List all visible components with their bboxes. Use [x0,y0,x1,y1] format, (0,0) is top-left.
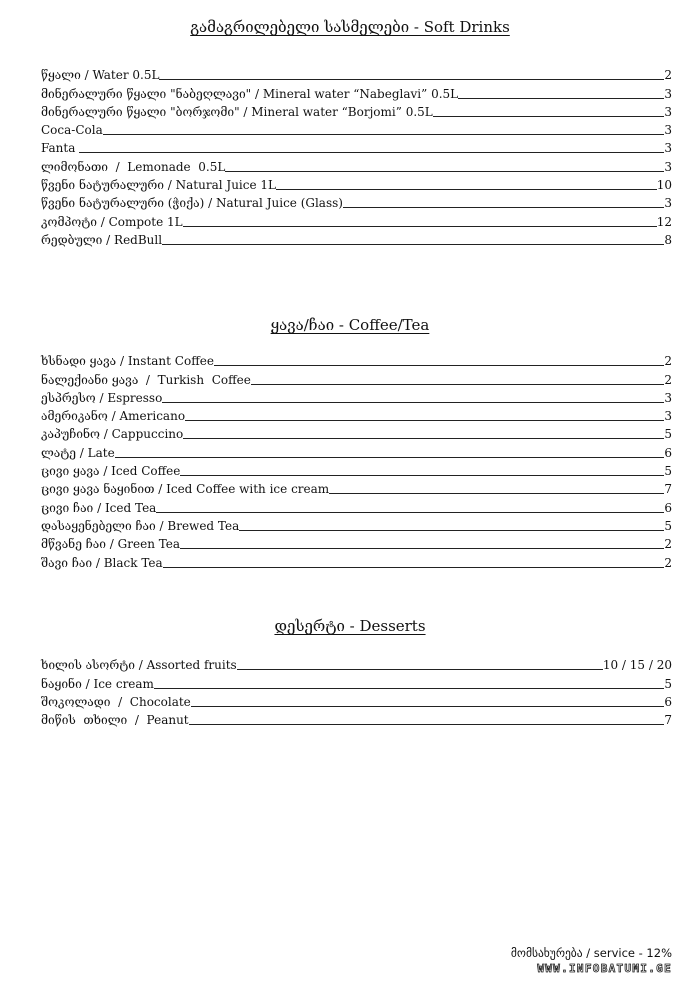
dotted-leader [103,134,665,135]
item-price: 5 [664,518,672,533]
menu-item-water [41,64,672,82]
menu-list-desserts [41,654,672,727]
menu-item-assorted-fruits [41,654,672,672]
item-price: 3 [664,123,672,138]
item-name: შავი ჩაი / Black Tea [41,555,163,570]
menu-item-turkish-coffee [41,368,672,386]
menu-item-americano [41,405,672,423]
menu-item-brewed-tea [41,515,672,533]
item-price: 3 [664,141,672,156]
item-name: წვენი ნატურალური (ჭიქა) / Natural Juice (Glass) [41,196,343,211]
item-price: 2 [664,68,672,83]
menu-item-compote [41,210,672,228]
item-price: 2 [664,537,672,552]
menu-item-peanut [41,709,672,727]
dotted-leader [159,79,664,80]
item-name: მინერალური წყალი "ბორჯომი" / Mineral water “Borjomi” 0.5L [41,104,433,119]
menu-item-late [41,441,672,459]
item-name: შოკოლადი / Chocolate [41,694,191,709]
menu-item-instant-coffee [41,350,672,368]
dotted-leader [239,530,664,531]
menu-item-iced-tea [41,496,672,514]
menu-item-natural-juice-glass [41,192,672,210]
menu-item-cappuccino [41,423,672,441]
item-price: 12 [656,214,672,229]
dotted-leader [433,116,665,117]
service-charge-note: მომსახურება / service - 12% [510,946,672,960]
item-name: ამერიკანო / Americano [41,409,186,424]
menu-list-coffee-tea [41,350,672,570]
item-name: ლიმონათი / Lemonade 0.5L [41,159,226,174]
dotted-leader [183,438,664,439]
item-price: 3 [664,159,672,174]
item-price: 2 [664,354,672,369]
item-price: 3 [664,104,672,119]
dotted-leader [343,207,664,208]
item-price: 2 [664,372,672,387]
item-name: მინერალური წყალი "ნაბეღლავი" / Mineral water “Nabeglavi” 0.5L [41,86,459,101]
item-price: 6 [664,500,672,515]
dotted-leader [225,171,664,172]
item-name: ესპრესო / Espresso [41,390,163,405]
item-name: ცივი ყავა ნაყინით / Iced Coffee with ice cream [41,482,330,497]
menu-item-redbull [41,229,672,247]
menu-item-natural-juice-1l [41,174,672,192]
item-price: 7 [664,482,672,497]
item-price: 5 [664,464,672,479]
dotted-leader [180,475,664,476]
dotted-leader [276,189,657,190]
dotted-leader [329,493,664,494]
dotted-leader [251,384,665,385]
item-price: 3 [664,390,672,405]
item-price: 3 [664,409,672,424]
item-name: ცივი ყავა / Iced Coffee [41,464,181,479]
menu-item-lemonade [41,155,672,173]
item-name: წვენი ნატურალური / Natural Juice 1L [41,178,277,193]
section-title-soft-drinks: გამაგრილებელი სასმელები - Soft Drinks [190,18,510,36]
item-price: 2 [664,555,672,570]
item-name: ცივი ჩაი / Iced Tea [41,500,157,515]
dotted-leader [180,548,664,549]
dotted-leader [162,402,664,403]
item-name: Fanta [41,141,80,156]
item-name: მიწის თხილი / Peanut [41,713,189,728]
menu-list-soft-drinks [41,64,672,247]
item-name: ლატე / Late [41,445,115,460]
dotted-leader [154,688,664,689]
item-name: ნაყინი / Ice cream [41,676,154,691]
item-name: ხილის ასორტი / Assorted fruits [41,658,237,673]
dotted-leader [156,512,664,513]
item-name: ხსნადი ყავა / Instant Coffee [41,354,214,369]
item-price: 6 [664,445,672,460]
section-title-coffee-tea: ყავა/ჩაი - Coffee/Tea [270,316,430,334]
item-price: 3 [664,196,672,211]
dotted-leader [115,457,665,458]
item-name: დასაყენებელი ჩაი / Brewed Tea [41,518,240,533]
item-price: 7 [664,713,672,728]
dotted-leader [183,226,657,227]
menu-item-black-tea [41,551,672,569]
item-name: რედბული / RedBull [41,232,163,247]
menu-item-mineral-water-borjomi [41,101,672,119]
menu-item-iced-coffee [41,460,672,478]
item-name: წყალი / Water 0.5L [41,68,160,83]
item-name: ნალექიანი ყავა / Turkish Coffee [41,372,251,387]
menu-item-ice-cream [41,672,672,690]
dotted-leader [237,669,603,670]
item-price: 10 / 15 / 20 [602,658,672,673]
item-name: Coca-Cola [41,123,103,138]
dotted-leader [191,706,665,707]
menu-item-green-tea [41,533,672,551]
menu-item-chocolate [41,691,672,709]
watermark: WWW.INFOBATUMI.GE [537,962,672,975]
dotted-leader [79,152,664,153]
section-title-desserts: დესერტი - Desserts [274,617,426,635]
dotted-leader [189,724,665,725]
menu-item-espresso [41,387,672,405]
dotted-leader [162,244,664,245]
menu-item-iced-coffee-ice-cream [41,478,672,496]
dotted-leader [458,98,664,99]
item-price: 5 [664,427,672,442]
item-name: კაპუჩინო / Cappuccino [41,427,184,442]
dotted-leader [214,365,664,366]
item-price: 3 [664,86,672,101]
item-name: კომპოტი / Compote 1L [41,214,183,229]
dotted-leader [163,567,665,568]
dotted-leader [185,420,664,421]
item-price: 10 [656,178,672,193]
menu-item-fanta [41,137,672,155]
menu-item-coca-cola [41,119,672,137]
menu-item-mineral-water-nabeglavi [41,82,672,100]
item-price: 5 [664,676,672,691]
item-price: 6 [664,694,672,709]
item-name: მწვანე ჩაი / Green Tea [41,537,181,552]
item-price: 8 [664,232,672,247]
